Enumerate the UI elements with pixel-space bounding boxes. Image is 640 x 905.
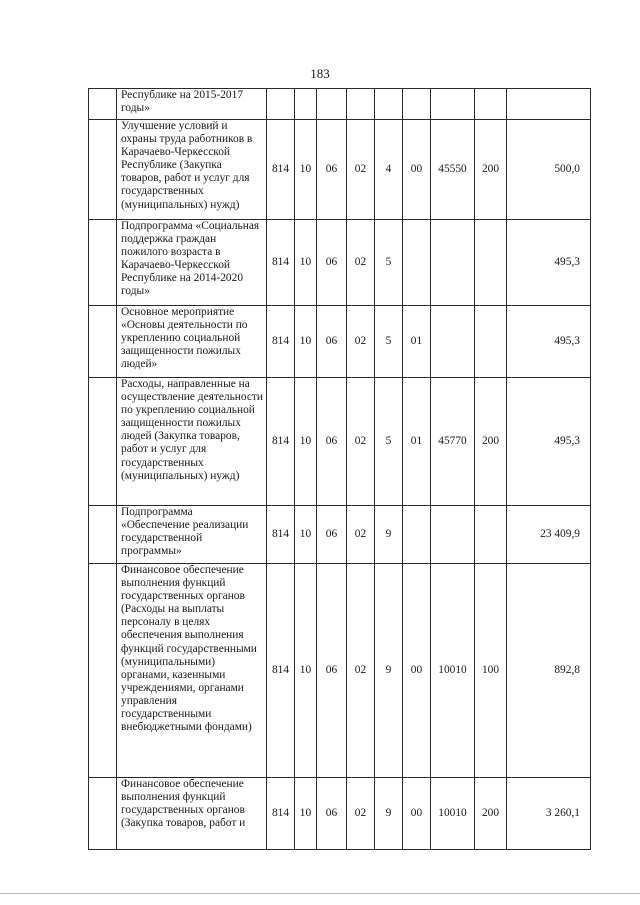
subsection-code: 06 bbox=[317, 306, 347, 378]
amount bbox=[507, 89, 591, 120]
event-code: 00 bbox=[403, 120, 431, 220]
ministry-code: 814 bbox=[267, 778, 295, 850]
subprogram-code: 4 bbox=[375, 120, 403, 220]
ministry-code: 814 bbox=[267, 120, 295, 220]
expense-type-code bbox=[475, 89, 507, 120]
subsection-code: 06 bbox=[317, 120, 347, 220]
blank-cell bbox=[89, 89, 117, 120]
amount: 495,3 bbox=[507, 220, 591, 306]
expense-type-code: 200 bbox=[475, 778, 507, 850]
table-row bbox=[89, 89, 591, 120]
table-row bbox=[89, 306, 591, 378]
direction-code: 45770 bbox=[431, 378, 475, 506]
program-code: 02 bbox=[347, 778, 375, 850]
subsection-code: 06 bbox=[317, 564, 347, 778]
section-code: 10 bbox=[295, 220, 317, 306]
ministry-code: 814 bbox=[267, 220, 295, 306]
table-row bbox=[89, 378, 591, 506]
section-code bbox=[295, 89, 317, 120]
subprogram-code bbox=[375, 89, 403, 120]
blank-cell bbox=[89, 564, 117, 778]
event-code bbox=[403, 220, 431, 306]
ministry-code: 814 bbox=[267, 306, 295, 378]
expense-type-code: 200 bbox=[475, 120, 507, 220]
program-code: 02 bbox=[347, 378, 375, 506]
direction-code bbox=[431, 220, 475, 306]
subsection-code bbox=[317, 89, 347, 120]
program-code: 02 bbox=[347, 120, 375, 220]
row-name: Финансовое обеспечение выполнения функций государственных органов (Закупка товаров, работ и bbox=[117, 778, 267, 850]
expense-type-code bbox=[475, 506, 507, 564]
expense-type-code: 100 bbox=[475, 564, 507, 778]
subprogram-code: 5 bbox=[375, 378, 403, 506]
amount: 3 260,1 bbox=[507, 778, 591, 850]
event-code: 00 bbox=[403, 564, 431, 778]
amount: 495,3 bbox=[507, 306, 591, 378]
table-row bbox=[89, 778, 591, 850]
row-name: Улучшение условий и охраны труда работников в Карачаево-Черкесской Республике (Закупка товаров, работ и услуг для государственных (муниципальных) нужд) bbox=[117, 120, 267, 220]
subsection-code: 06 bbox=[317, 778, 347, 850]
amount: 892,8 bbox=[507, 564, 591, 778]
row-name: Подпрограмма «Социальная поддержка граждан пожилого возраста в Карачаево-Черкесской Республике на 2014-2020 годы» bbox=[117, 220, 267, 306]
section-code: 10 bbox=[295, 120, 317, 220]
subprogram-code: 9 bbox=[375, 506, 403, 564]
section-code: 10 bbox=[295, 306, 317, 378]
ministry-code: 814 bbox=[267, 564, 295, 778]
direction-code: 10010 bbox=[431, 778, 475, 850]
program-code: 02 bbox=[347, 306, 375, 378]
row-name: Подпрограмма «Обеспечение реализации государственной программы» bbox=[117, 506, 267, 564]
subsection-code: 06 bbox=[317, 378, 347, 506]
row-name: Основное мероприятие «Основы деятельности по укреплению социальной защищенности пожилых людей» bbox=[117, 306, 267, 378]
scan-edge-divider bbox=[0, 893, 640, 894]
ministry-code bbox=[267, 89, 295, 120]
blank-cell bbox=[89, 220, 117, 306]
program-code bbox=[347, 89, 375, 120]
section-code: 10 bbox=[295, 564, 317, 778]
expense-type-code bbox=[475, 220, 507, 306]
direction-code bbox=[431, 306, 475, 378]
program-code: 02 bbox=[347, 564, 375, 778]
table-row bbox=[89, 564, 591, 778]
section-code: 10 bbox=[295, 506, 317, 564]
table-row bbox=[89, 220, 591, 306]
budget-table bbox=[88, 88, 591, 850]
direction-code bbox=[431, 89, 475, 120]
ministry-code: 814 bbox=[267, 378, 295, 506]
blank-cell bbox=[89, 120, 117, 220]
event-code: 01 bbox=[403, 378, 431, 506]
subsection-code: 06 bbox=[317, 220, 347, 306]
page-number: 183 bbox=[310, 66, 330, 81]
direction-code bbox=[431, 506, 475, 564]
blank-cell bbox=[89, 378, 117, 506]
event-code: 00 bbox=[403, 778, 431, 850]
program-code: 02 bbox=[347, 506, 375, 564]
amount: 23 409,9 bbox=[507, 506, 591, 564]
expense-type-code: 200 bbox=[475, 378, 507, 506]
event-code bbox=[403, 89, 431, 120]
blank-cell bbox=[89, 778, 117, 850]
direction-code: 10010 bbox=[431, 564, 475, 778]
amount: 495,3 bbox=[507, 378, 591, 506]
section-code: 10 bbox=[295, 378, 317, 506]
row-name: Республике на 2015-2017 годы» bbox=[117, 89, 267, 120]
table-row bbox=[89, 506, 591, 564]
subprogram-code: 5 bbox=[375, 306, 403, 378]
section-code: 10 bbox=[295, 778, 317, 850]
blank-cell bbox=[89, 306, 117, 378]
subprogram-code: 9 bbox=[375, 778, 403, 850]
amount: 500,0 bbox=[507, 120, 591, 220]
subsection-code: 06 bbox=[317, 506, 347, 564]
blank-cell bbox=[89, 506, 117, 564]
ministry-code: 814 bbox=[267, 506, 295, 564]
event-code: 01 bbox=[403, 306, 431, 378]
expense-type-code bbox=[475, 306, 507, 378]
direction-code: 45550 bbox=[431, 120, 475, 220]
event-code bbox=[403, 506, 431, 564]
subprogram-code: 5 bbox=[375, 220, 403, 306]
program-code: 02 bbox=[347, 220, 375, 306]
subprogram-code: 9 bbox=[375, 564, 403, 778]
table-row bbox=[89, 120, 591, 220]
row-name: Финансовое обеспечение выполнения функций государственных органов (Расходы на выплаты персоналу в целях обеспечения выполнения функций государственными (муниципальными) органами, казенными учреждениями, органами управления государственными внебюджетными фондами) bbox=[117, 564, 267, 778]
row-name: Расходы, направленные на осуществление деятельности по укреплению социальной защищенности пожилых людей (Закупка товаров, работ и услуг для государственных (муниципальных) нужд) bbox=[117, 378, 267, 506]
